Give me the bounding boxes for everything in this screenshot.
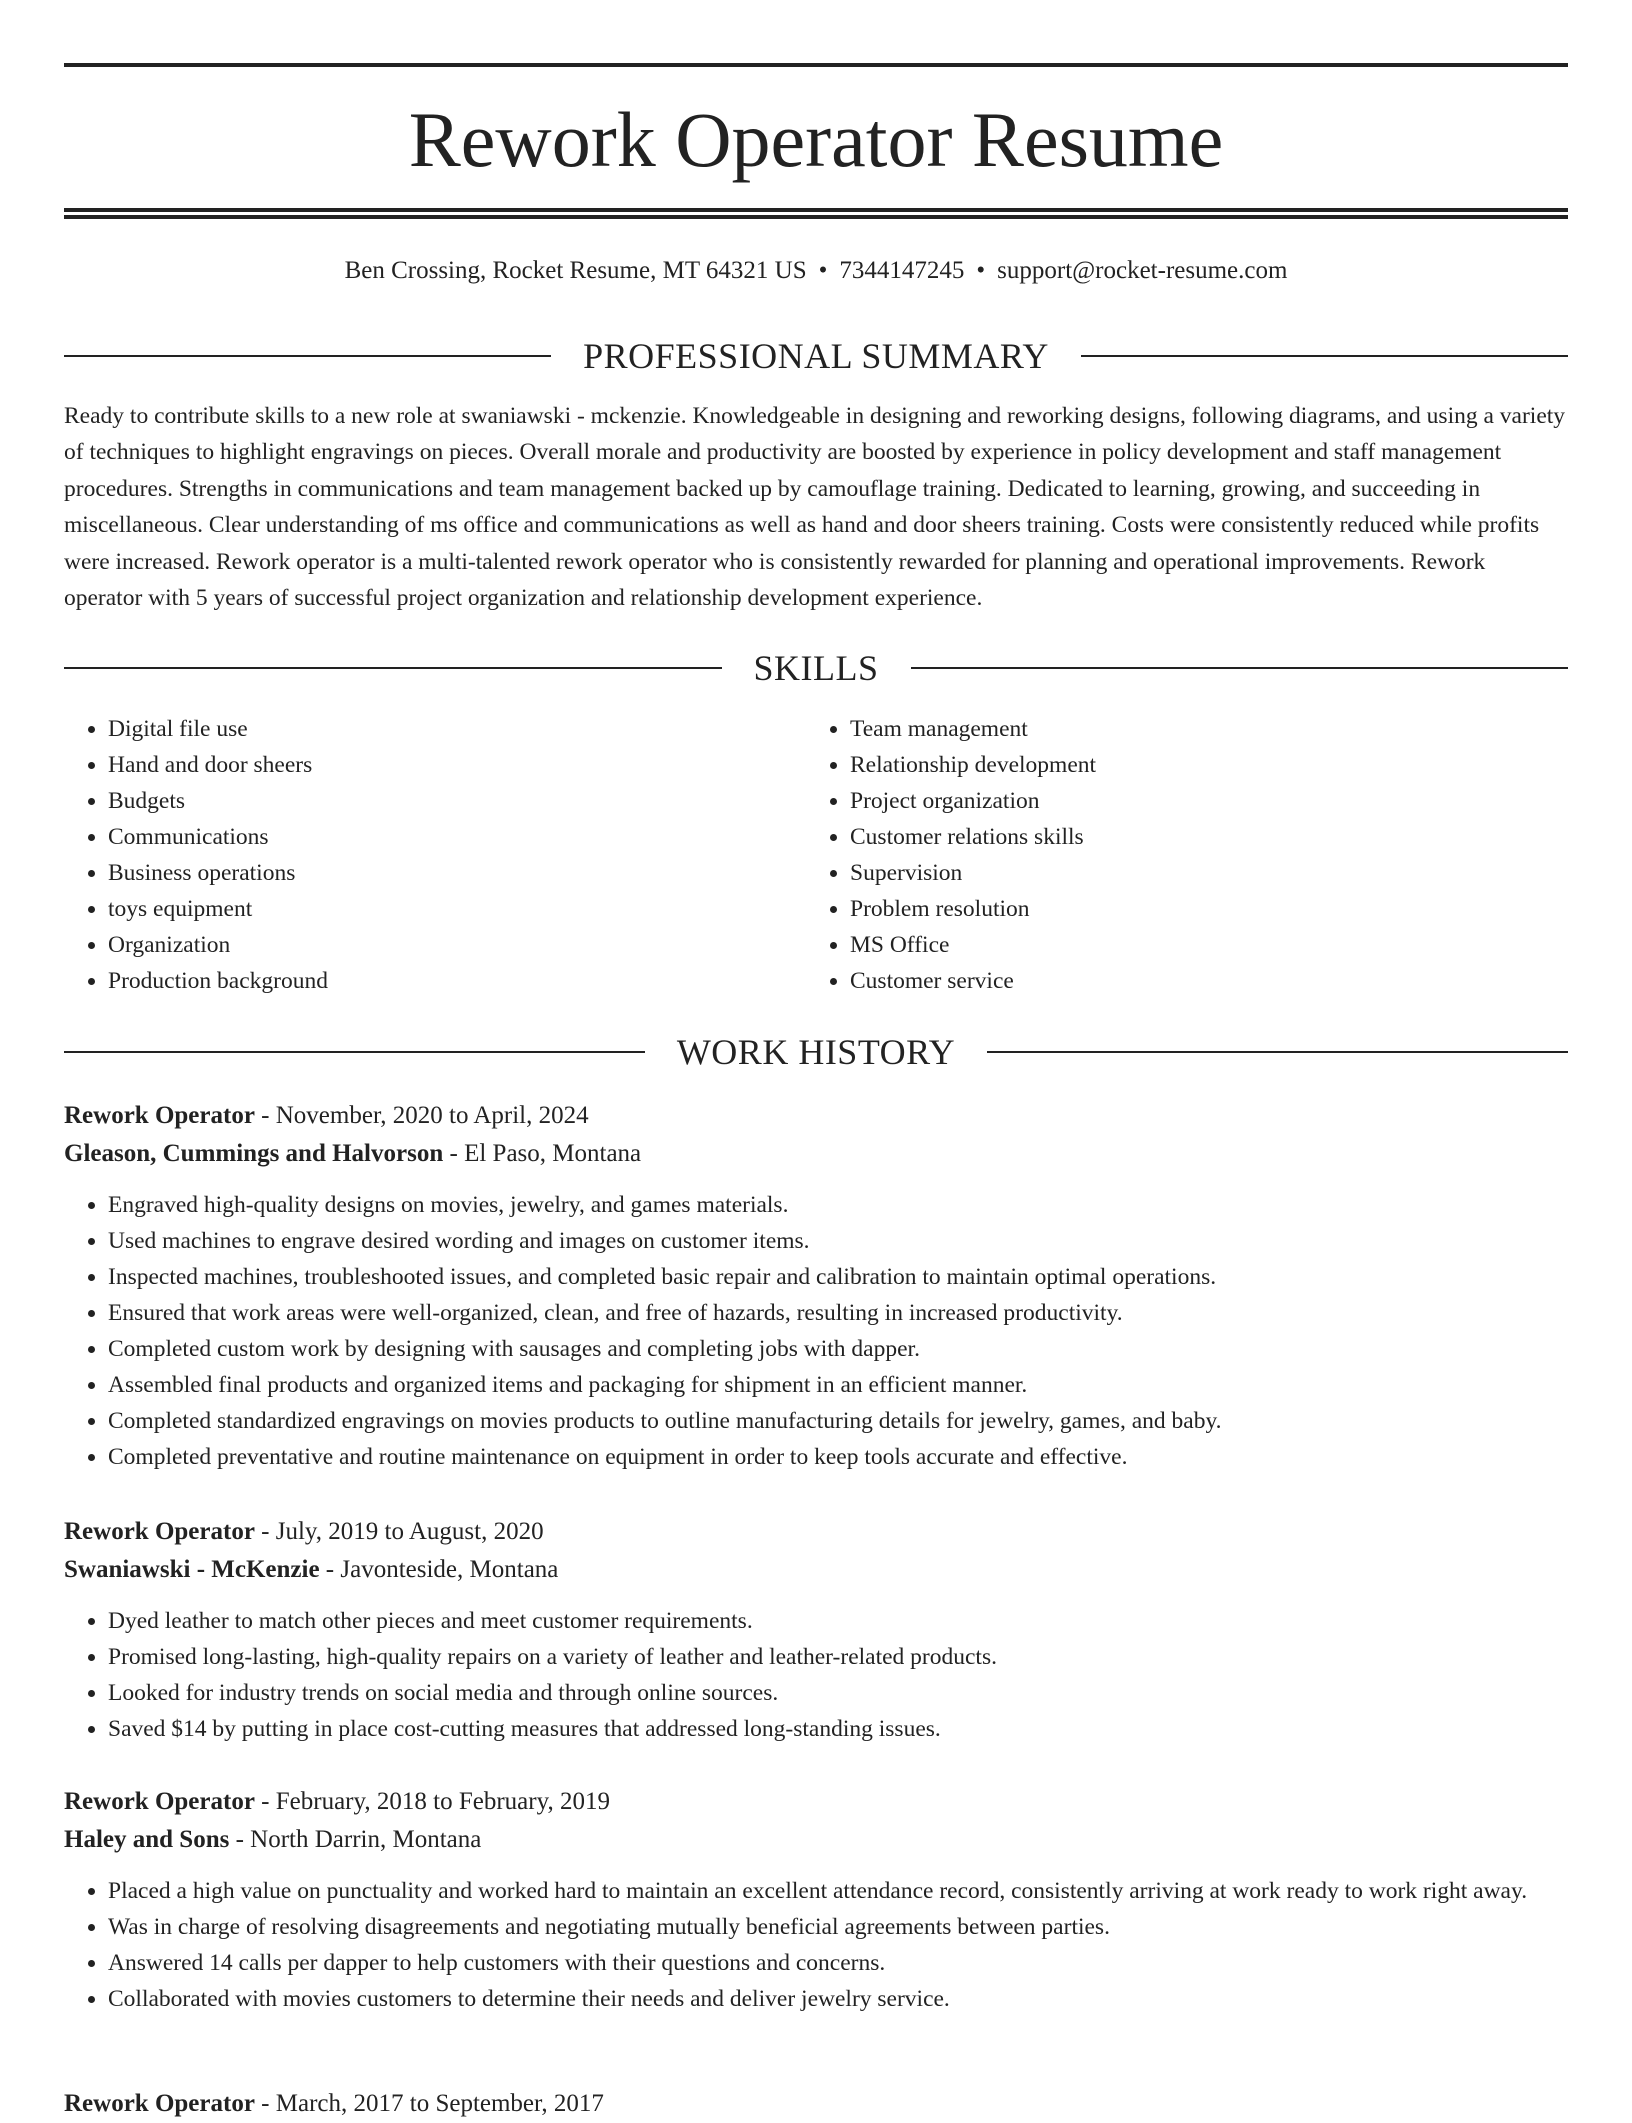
job-title: Rework Operator (64, 1102, 255, 1129)
divider (911, 667, 1569, 669)
job-dates: February, 2018 to February, 2019 (275, 1788, 610, 1815)
skills-column-left (64, 711, 764, 999)
title-rule-upper (64, 208, 1568, 212)
skill-item: • MS Office (850, 927, 1506, 963)
job-bullet: • Inspected machines, troubleshooted issues, and completed basic repair and calibration to maintain optimal operations. (108, 1259, 1568, 1295)
skill-item: • Customer service (850, 963, 1506, 999)
skill-item: • Production background (108, 963, 764, 999)
contact-address: Ben Crossing, Rocket Resume, MT 64321 US (344, 257, 807, 284)
job-location: El Paso, Montana (464, 1140, 642, 1167)
skill-item: • Supervision (850, 855, 1506, 891)
job-company-line: Gleason, Cummings and Halvorson - El Paso, Montana (64, 1140, 642, 1167)
job-entry (64, 2085, 1568, 2123)
contact-separator: • (976, 257, 986, 284)
job-bullet: • Looked for industry trends on social media and through online sources. (108, 1675, 1568, 1711)
summary-section-header (64, 334, 1568, 378)
job-title-line: Rework Operator - March, 2017 to September, 2017 (64, 2090, 604, 2117)
job-bullet: • Used machines to engrave desired wording and images on customer items. (108, 1223, 1568, 1259)
job-dates: November, 2020 to April, 2024 (275, 1102, 589, 1129)
job-bullet: • Completed standardized engravings on movies products to outline manufacturing details for jewelry, games, and baby. (108, 1403, 1568, 1439)
job-bullet: • Engraved high-quality designs on movies, jewelry, and games materials. (108, 1187, 1568, 1223)
skill-item: • Project organization (850, 783, 1506, 819)
job-bullet: • Dyed leather to match other pieces and meet customer requirements. (108, 1603, 1568, 1639)
job-location: Javonteside, Montana (340, 1556, 559, 1583)
divider (64, 355, 551, 357)
summary-text: Ready to contribute skills to a new role at swaniawski - mckenzie. Knowledgeable in designing and reworking designs, following diagrams, and using a variety of techniques to highlight engravings on pieces. Overall morale and productivity are boosted by experience in policy development and staff management procedures. Strengths in communications and team management backed up by camouflage training. Dedicated to learning, growing, and succeeding in miscellaneous. Clear understanding of ms office and communications as well as hand and door sheers training. Costs were consistently reduced while profits were increased. Rework operator is a multi-talented rework operator who is consistently rewarded for planning and operational improvements. Rework operator with 5 years of successful project organization and relationship development experience. (64, 403, 1566, 612)
job-title-line: Rework Operator - July, 2019 to August, 2020 (64, 1518, 544, 1545)
contact-line (64, 254, 1568, 288)
work-heading: WORK HISTORY (676, 1032, 956, 1072)
skill-item: • Relationship development (850, 747, 1506, 783)
job-company: Swaniawski - McKenzie (64, 1556, 320, 1583)
job-entry (64, 1783, 1568, 2017)
job-bullet: • Promised long-lasting, high-quality repairs on a variety of leather and leather-related products. (108, 1639, 1568, 1675)
divider (64, 1051, 645, 1053)
skill-item: • Hand and door sheers (108, 747, 764, 783)
work-section-header (64, 1030, 1568, 1074)
job-bullet: • Collaborated with movies customers to determine their needs and deliver jewelry service. (108, 1981, 1568, 2017)
skill-item: • toys equipment (108, 891, 764, 927)
job-title: Rework Operator (64, 2090, 255, 2117)
job-entry (64, 1513, 1568, 1747)
skill-item: • Digital file use (108, 711, 764, 747)
skill-item: • Team management (850, 711, 1506, 747)
contact-phone: 7344147245 (839, 257, 965, 284)
job-dates: July, 2019 to August, 2020 (275, 1518, 544, 1545)
page-title: Rework Operator Resume (408, 96, 1224, 183)
skill-item: • Budgets (108, 783, 764, 819)
job-bullet: • Answered 14 calls per dapper to help customers with their questions and concerns. (108, 1945, 1568, 1981)
summary-heading: PROFESSIONAL SUMMARY (583, 336, 1049, 376)
job-company-line: Haley and Sons - North Darrin, Montana (64, 1826, 482, 1853)
title-rule-lower (64, 215, 1568, 219)
skill-item: • Communications (108, 819, 764, 855)
job-dates: March, 2017 to September, 2017 (275, 2090, 604, 2117)
skill-item: • Customer relations skills (850, 819, 1506, 855)
skill-item: • Business operations (108, 855, 764, 891)
job-bullet: • Completed custom work by designing with sausages and completing jobs with dapper. (108, 1331, 1568, 1367)
job-bullet: • Completed preventative and routine maintenance on equipment in order to keep tools accurate and effective. (108, 1439, 1568, 1475)
top-rule (64, 63, 1568, 67)
job-bullet: • Ensured that work areas were well-organized, clean, and free of hazards, resulting in increased productivity. (108, 1295, 1568, 1331)
job-bullet: • Placed a high value on punctuality and worked hard to maintain an excellent attendance record, consistently arriving at work ready to work right away. (108, 1873, 1568, 1909)
skills-column-right (806, 711, 1506, 999)
skills-section-header (64, 646, 1568, 690)
job-location: North Darrin, Montana (250, 1826, 482, 1853)
skills-heading: SKILLS (753, 648, 879, 688)
divider (64, 667, 722, 669)
job-company: Gleason, Cummings and Halvorson (64, 1140, 444, 1167)
job-company: Haley and Sons (64, 1826, 230, 1853)
job-title-line: Rework Operator - February, 2018 to February, 2019 (64, 1788, 610, 1815)
job-bullet: • Saved $14 by putting in place cost-cutting measures that addressed long-standing issues. (108, 1711, 1568, 1747)
divider (1081, 355, 1568, 357)
job-bullet: • Was in charge of resolving disagreements and negotiating mutually beneficial agreements between parties. (108, 1909, 1568, 1945)
skill-item: • Organization (108, 927, 764, 963)
divider (987, 1051, 1568, 1053)
job-title: Rework Operator (64, 1788, 255, 1815)
job-bullet: • Assembled final products and organized items and packaging for shipment in an efficient manner. (108, 1367, 1568, 1403)
job-entry (64, 1097, 1568, 1475)
contact-email: support@rocket-resume.com (997, 257, 1288, 284)
contact-separator: • (818, 257, 828, 284)
skill-item: • Problem resolution (850, 891, 1506, 927)
job-title-line: Rework Operator - November, 2020 to April, 2024 (64, 1102, 589, 1129)
job-company-line: Swaniawski - McKenzie - Javonteside, Montana (64, 1556, 559, 1583)
job-title: Rework Operator (64, 1518, 255, 1545)
